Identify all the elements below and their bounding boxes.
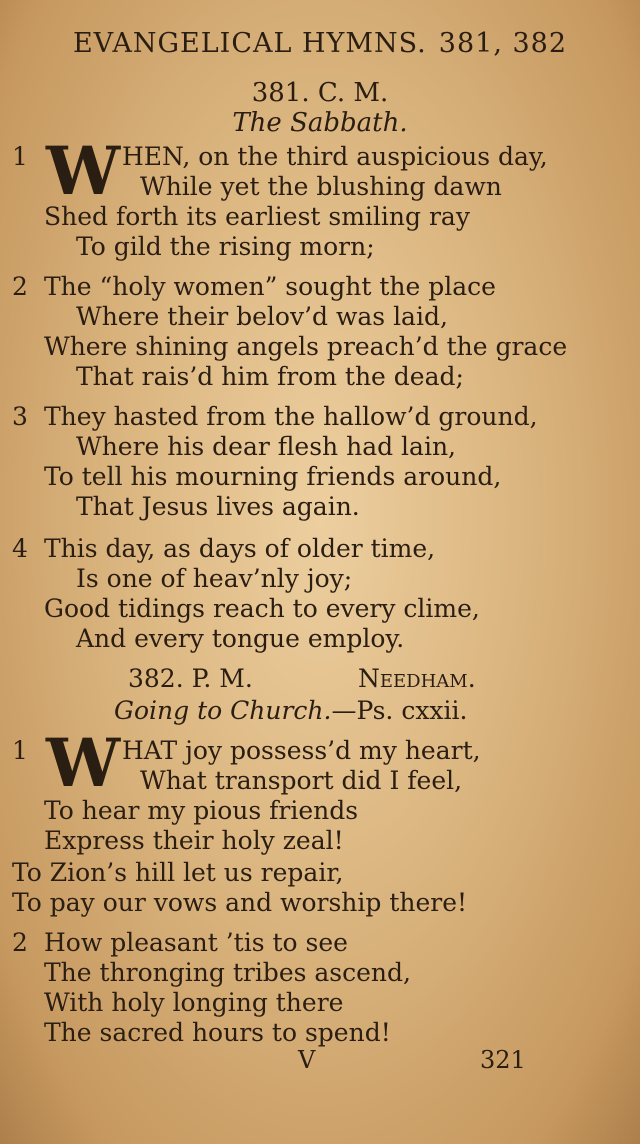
hymn-382-subtitle-title: Going to Church. <box>114 696 332 725</box>
hymn-382-subtitle <box>114 696 467 725</box>
stanza-number: 2 <box>12 272 28 301</box>
stanza-number: 4 <box>12 534 28 563</box>
verse-line: How pleasant ’tis to see <box>44 928 348 957</box>
verse-line: Where shining angels preach’d the grace <box>44 332 568 361</box>
verse-line: HEN, on the third auspicious day, <box>122 142 548 171</box>
verse-line: That rais’d him from the dead; <box>76 362 464 391</box>
header-title: EVANGELICAL HYMNS. <box>72 28 427 59</box>
verse-line: To tell his mourning friends around, <box>44 462 502 491</box>
stanza-number: 2 <box>12 928 28 957</box>
verse-line: The thronging tribes ascend, <box>44 958 411 987</box>
verse-line: Good tidings reach to every clime, <box>44 594 480 623</box>
verse-line: What transport did I feel, <box>140 766 463 795</box>
verse-line: To hear my pious friends <box>44 796 359 825</box>
verse-line: The sacred hours to spend! <box>44 1018 391 1047</box>
verse-line: And every tongue employ. <box>76 624 405 653</box>
signature-mark: V <box>298 1046 316 1074</box>
hymn-381-subtitle: The Sabbath. <box>232 108 408 138</box>
verse-line: To gild the rising morn; <box>76 232 375 261</box>
verse-line: While yet the blushing dawn <box>140 172 502 201</box>
verse-line: Shed forth its earliest smiling ray <box>44 202 470 231</box>
verse-line: Express their holy zeal! <box>44 826 344 855</box>
verse-line: The “holy women” sought the place <box>44 272 496 301</box>
hymn-382-psalm-reference: —Ps. cxxii. <box>331 696 468 725</box>
hymn-381-heading: 381. C. M. <box>251 78 389 108</box>
stanza-number: 1 <box>12 142 28 171</box>
drop-cap-letter: W <box>46 132 121 210</box>
verse-line: Where his dear flesh had lain, <box>76 432 457 461</box>
verse-line: To pay our vows and worship there! <box>12 888 468 917</box>
page-number: 321 <box>480 1046 526 1074</box>
hymn-382-heading: 382. P. M. <box>128 664 253 693</box>
verse-line: To Zion’s hill let us repair, <box>12 858 344 887</box>
drop-cap-letter: W <box>46 724 121 802</box>
hymn-382-tune-name: Needham. <box>358 664 476 693</box>
stanza-number: 3 <box>12 402 28 431</box>
verse-line: With holy longing there <box>44 988 344 1017</box>
running-header <box>0 28 640 59</box>
verse-line: Is one of heav’nly joy; <box>76 564 353 593</box>
verse-line: This day, as days of older time, <box>44 534 436 563</box>
verse-line: HAT joy possess’d my heart, <box>122 736 481 765</box>
stanza-number: 1 <box>12 736 28 765</box>
verse-line: Where their belov’d was laid, <box>76 302 448 331</box>
verse-line: They hasted from the hallow’d ground, <box>44 402 538 431</box>
verse-line: That Jesus lives again. <box>76 492 360 521</box>
header-hymn-numbers: 381, 382 <box>438 28 568 59</box>
